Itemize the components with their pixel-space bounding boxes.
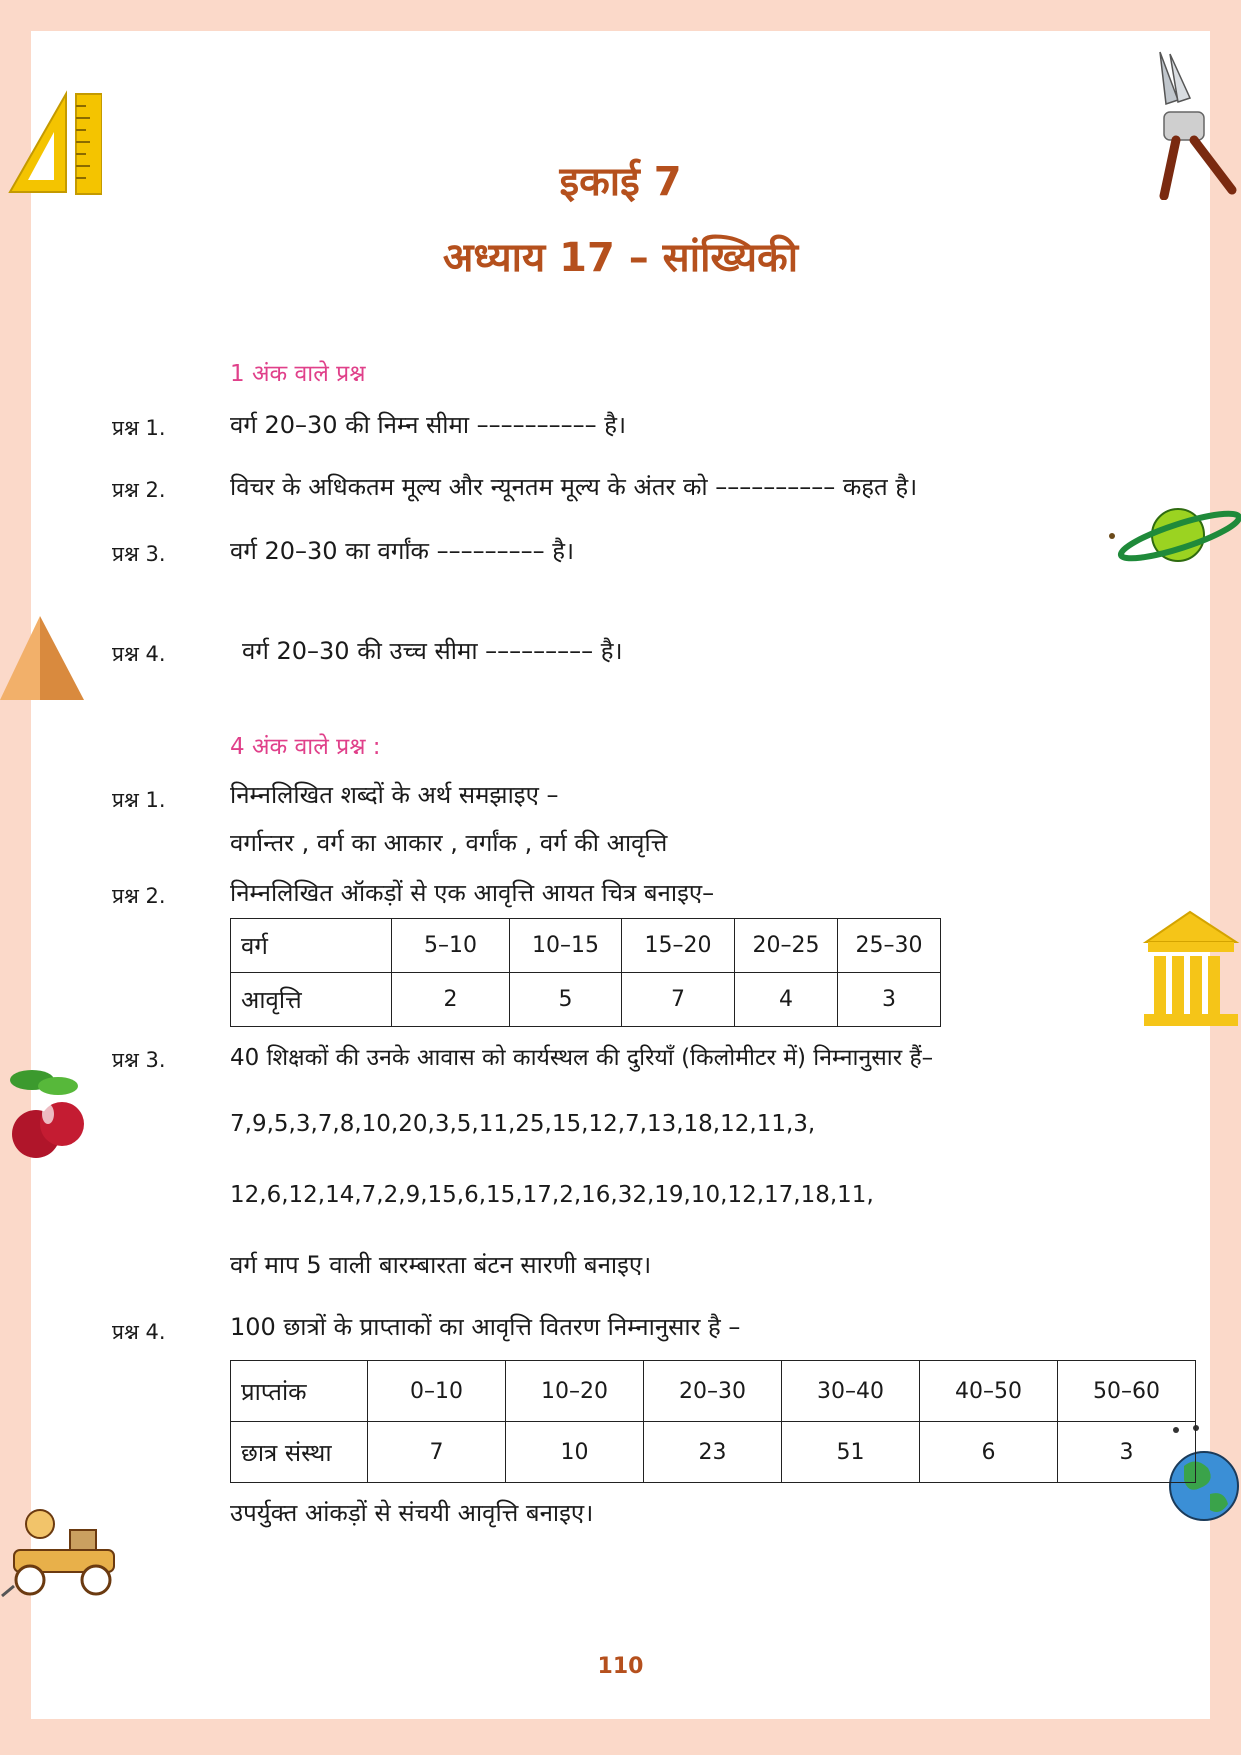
- table-cell: 10: [506, 1422, 644, 1483]
- cart-icon: [0, 1500, 126, 1600]
- table-cell: 25–30: [838, 919, 941, 973]
- q2-text: विचर के अधिकतम मूल्य और न्यूनतम मूल्य के अंतर को –––––––––– कहत है।: [230, 473, 918, 501]
- table-cell: 7: [368, 1422, 506, 1483]
- class-frequency-table: [230, 918, 941, 1027]
- q4-text: वर्ग 20–30 की उच्च सीमा ––––––––– है।: [242, 637, 623, 665]
- table-row-header: आवृत्ति: [231, 973, 392, 1027]
- table-cell: 0–10: [368, 1361, 506, 1422]
- table-cell: 7: [622, 973, 735, 1027]
- q1-text: वर्ग 20–30 की निम्न सीमा –––––––––– है।: [230, 411, 627, 439]
- table-cell: 10–20: [506, 1361, 644, 1422]
- table-row-header: छात्र संस्था: [231, 1422, 368, 1483]
- table-row-header: प्राप्तांक: [231, 1361, 368, 1422]
- s2-q4-instruction: उपर्युक्त आंकड़ों से संचयी आवृत्ति बनाइए।: [230, 1499, 594, 1527]
- q1-label: प्रश्न 1.: [112, 416, 166, 440]
- s2-q1-line1: निम्नलिखित शब्दों के अर्थ समझाइए –: [230, 781, 559, 809]
- table-cell: 23: [644, 1422, 782, 1483]
- s2-q3-data-line2: 12,6,12,14,7,2,9,15,6,15,17,2,16,32,19,10,12,17,18,11,: [230, 1182, 874, 1208]
- s2-q1-label: प्रश्न 1.: [112, 788, 166, 812]
- pyramid-icon: [0, 614, 86, 704]
- marks-students-table: [230, 1360, 1196, 1483]
- s2-q3-instruction: वर्ग माप 5 वाली बारम्बारता बंटन सारणी बनाइए।: [230, 1251, 652, 1279]
- table-cell: 5–10: [392, 919, 510, 973]
- table-cell: 20–25: [735, 919, 838, 973]
- s2-q3-data-line1: 7,9,5,3,7,8,10,20,3,5,11,25,15,12,7,13,18,12,11,3,: [230, 1111, 816, 1137]
- planet-icon: [1108, 500, 1241, 570]
- s2-q4-text: 100 छात्रों के प्राप्ताकों का आवृत्ति वितरण निम्नानुसार है –: [230, 1313, 741, 1341]
- section-heading-4-mark: 4 अंक वाले प्रश्न :: [230, 734, 381, 760]
- table-cell: 40–50: [920, 1361, 1058, 1422]
- fruit-icon: [2, 1060, 92, 1170]
- s2-q3-text: 40 शिक्षकों की उनके आवास को कार्यस्थल की दुरियाँ (किलोमीटर में) निम्नानुसार हैं–: [230, 1045, 934, 1071]
- table-row-header: वर्ग: [231, 919, 392, 973]
- table-cell: 50–60: [1058, 1361, 1196, 1422]
- table-row: [231, 1422, 1196, 1483]
- table-cell: 4: [735, 973, 838, 1027]
- s2-q3-label: प्रश्न 3.: [112, 1048, 166, 1072]
- table-row: [231, 973, 941, 1027]
- table-cell: 5: [510, 973, 622, 1027]
- table-cell: 10–15: [510, 919, 622, 973]
- section-heading-1-mark: 1 अंक वाले प्रश्न: [230, 361, 366, 387]
- table-row: [231, 1361, 1196, 1422]
- q2-label: प्रश्न 2.: [112, 478, 166, 502]
- s2-q2-text: निम्नलिखित ऑकड़ों से एक आवृत्ति आयत चित्र बनाइए–: [230, 879, 715, 907]
- s2-q4-label: प्रश्न 4.: [112, 1320, 166, 1344]
- page-number: 110: [597, 1654, 644, 1679]
- table-cell: 20–30: [644, 1361, 782, 1422]
- table-cell: 3: [838, 973, 941, 1027]
- unit-title: इकाई 7: [559, 159, 682, 205]
- table-cell: 15–20: [622, 919, 735, 973]
- s2-q2-label: प्रश्न 2.: [112, 884, 166, 908]
- table-row: [231, 919, 941, 973]
- table-cell: 6: [920, 1422, 1058, 1483]
- temple-icon: [1140, 908, 1241, 1028]
- q3-text: वर्ग 20–30 का वर्गांक ––––––––– है।: [230, 537, 575, 565]
- chapter-title: अध्याय 17 – सांख्यिकी: [442, 235, 799, 281]
- table-cell: 2: [392, 973, 510, 1027]
- q4-label: प्रश्न 4.: [112, 642, 166, 666]
- q3-label: प्रश्न 3.: [112, 542, 166, 566]
- table-cell: 3: [1058, 1422, 1196, 1483]
- table-cell: 51: [782, 1422, 920, 1483]
- s2-q1-line2: वर्गान्तर , वर्ग का आकार , वर्गांक , वर्ग की आवृत्ति: [230, 829, 668, 857]
- table-cell: 30–40: [782, 1361, 920, 1422]
